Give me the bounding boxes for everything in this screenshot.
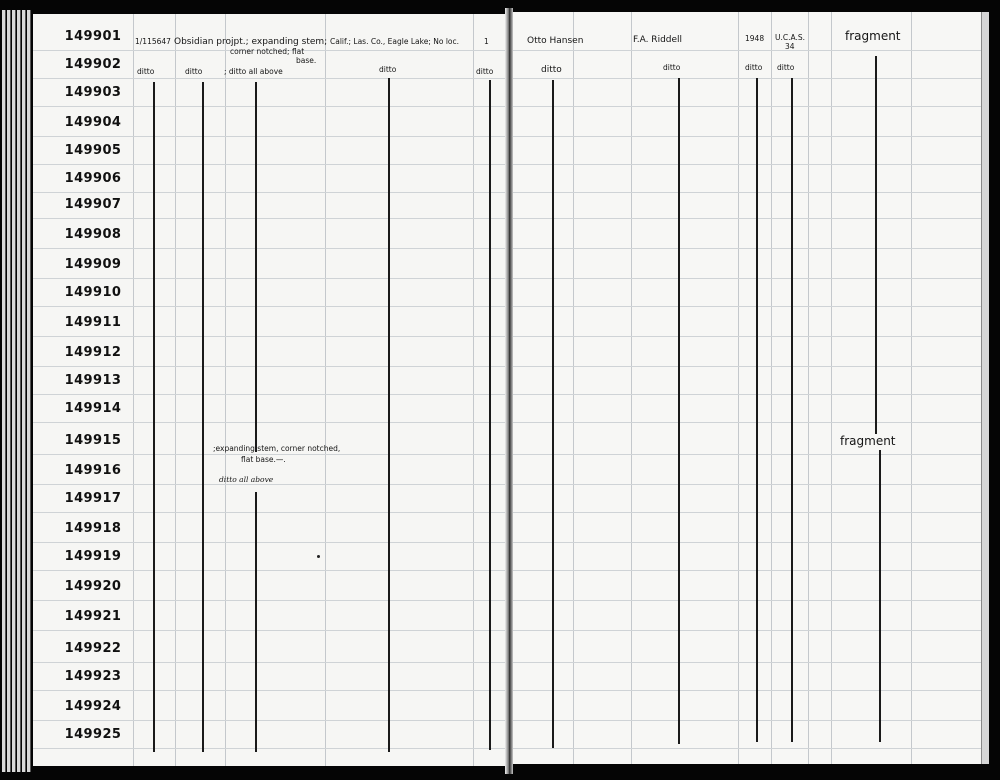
bleed-through-text	[898, 694, 968, 706]
bleed-through-text	[898, 666, 968, 678]
row-rule	[33, 164, 506, 165]
row-rule	[513, 136, 981, 137]
row-rule	[33, 306, 506, 307]
bleed-through-text	[898, 340, 968, 352]
row-rule	[33, 106, 506, 107]
page-edge	[12, 10, 16, 772]
column-rule	[175, 14, 176, 766]
row-note: ;expanding stem, corner notched,	[213, 444, 341, 453]
bleed-through-text	[898, 516, 968, 528]
catalog-number: 149913	[64, 373, 122, 388]
catalog-number: 149910	[64, 285, 122, 300]
bleed-through-text	[898, 370, 968, 382]
column-rule	[738, 12, 739, 764]
row-rule	[513, 336, 981, 337]
bleed-through-text	[898, 458, 968, 470]
row-rule	[513, 248, 981, 249]
bleed-through-text	[898, 574, 968, 586]
page-edge	[7, 10, 11, 772]
source-institution: U.C.A.S.	[775, 33, 806, 42]
ditto-locality: ditto	[379, 65, 397, 74]
row-rule	[513, 394, 981, 395]
bleed-through-text	[898, 426, 968, 438]
catalog-number: 149906	[64, 171, 122, 186]
source-number: 34	[785, 42, 795, 51]
row-rule	[33, 422, 506, 423]
ditto-source: ditto	[777, 63, 795, 72]
ditto-accession: ditto	[137, 67, 155, 76]
ditto-quantity: ditto	[476, 67, 494, 76]
catalog-number: 149923	[64, 669, 122, 684]
donor: F.A. Riddell	[633, 35, 683, 45]
catalog-number: 149922	[64, 641, 122, 656]
row-rule	[513, 164, 981, 165]
row-rule	[513, 542, 981, 543]
ditto-year: ditto	[745, 63, 763, 72]
catalog-number: 149911	[64, 315, 122, 330]
row-rule	[33, 248, 506, 249]
bleed-through-text	[898, 140, 968, 152]
bleed-through-text	[898, 252, 968, 264]
catalog-number: 149924	[64, 699, 122, 714]
catalog-number: 149904	[64, 115, 122, 130]
catalog-number: 149918	[64, 521, 122, 536]
object-description-cont: corner notched; flat	[230, 47, 305, 56]
ink-dot	[317, 555, 320, 558]
row-note: ditto all above	[219, 475, 274, 484]
ditto-line	[255, 82, 257, 452]
catalog-number: 149905	[64, 143, 122, 158]
ditto-line	[489, 80, 491, 750]
catalog-number: 149919	[64, 549, 122, 564]
bleed-through-text	[898, 724, 968, 736]
bleed-through-text	[898, 168, 968, 180]
right-ledger-page	[513, 12, 981, 764]
ditto-line	[153, 82, 155, 752]
column-rule	[225, 14, 226, 766]
row-rule	[33, 542, 506, 543]
column-rule	[808, 12, 809, 764]
catalog-number: 149921	[64, 609, 122, 624]
row-rule	[513, 720, 981, 721]
book-spine	[505, 8, 513, 774]
row-rule	[33, 394, 506, 395]
row-rule	[33, 690, 506, 691]
bleed-through-text	[898, 222, 968, 234]
catalog-number: 149920	[64, 579, 122, 594]
ditto-line	[879, 450, 881, 742]
ditto-line	[202, 82, 204, 752]
catalog-number: 149907	[64, 197, 122, 212]
row-rule	[513, 484, 981, 485]
bleed-through-text	[898, 546, 968, 558]
row-rule	[33, 662, 506, 663]
row-rule	[513, 78, 981, 79]
column-rule	[911, 12, 912, 764]
object-description-cont: base.	[296, 56, 317, 65]
column-rule	[473, 14, 474, 766]
column-rule	[133, 14, 134, 766]
row-rule	[33, 748, 506, 749]
row-rule	[33, 136, 506, 137]
row-rule	[33, 484, 506, 485]
row-rule	[513, 454, 981, 455]
bleed-through-text	[898, 604, 968, 616]
row-note: flat base.—.	[241, 455, 286, 464]
ditto-collector: ditto	[541, 65, 562, 75]
row-rule	[513, 690, 981, 691]
row-rule	[513, 50, 981, 51]
row-rule	[33, 278, 506, 279]
column-rule	[325, 14, 326, 766]
row-rule	[33, 570, 506, 571]
ditto-donor: ditto	[663, 63, 681, 72]
ditto-line	[678, 78, 680, 744]
row-rule	[33, 192, 506, 193]
catalog-number: 149902	[64, 57, 122, 72]
row-rule	[33, 720, 506, 721]
catalog-number: 149914	[64, 401, 122, 416]
ditto-object-a: ditto	[185, 67, 203, 76]
catalog-number: 149908	[64, 227, 122, 242]
left-ledger-page	[33, 14, 506, 766]
row-rule	[33, 336, 506, 337]
row-rule	[513, 630, 981, 631]
page-edge-right	[981, 12, 989, 764]
ditto-object-b: ; ditto all above	[224, 67, 283, 76]
page-edge	[27, 10, 31, 772]
quantity: 1	[484, 37, 489, 46]
ditto-line	[791, 78, 793, 742]
ditto-line	[388, 78, 390, 752]
catalog-number: 149915	[64, 433, 122, 448]
collector: Otto Hansen	[527, 36, 584, 46]
year: 1948	[745, 34, 765, 43]
row-rule	[513, 570, 981, 571]
row-rule	[513, 600, 981, 601]
row-rule	[513, 278, 981, 279]
bleed-through-text	[898, 634, 968, 646]
catalog-number: 149901	[64, 29, 122, 44]
row-rule	[33, 78, 506, 79]
page-edge	[2, 10, 6, 772]
bleed-through-text	[898, 54, 968, 66]
remark: fragment	[845, 29, 901, 43]
accession-number: 1/115647	[135, 37, 171, 46]
catalog-number: 149909	[64, 257, 122, 272]
row-rule	[513, 106, 981, 107]
object-description: Obsidian projpt.; expanding stem;	[174, 37, 328, 47]
page-edge	[22, 10, 26, 772]
column-rule	[573, 12, 574, 764]
bleed-through-text	[898, 196, 968, 208]
column-rule	[771, 12, 772, 764]
bleed-through-text	[898, 488, 968, 500]
row-rule	[513, 192, 981, 193]
catalog-number: 149903	[64, 85, 122, 100]
column-rule	[831, 12, 832, 764]
row-rule	[33, 512, 506, 513]
ditto-line	[875, 56, 877, 434]
catalog-number: 149916	[64, 463, 122, 478]
row-rule	[513, 662, 981, 663]
bleed-through-text	[898, 82, 968, 94]
row-rule	[33, 600, 506, 601]
locality: Calif.; Las. Co., Eagle Lake; No loc.	[330, 37, 460, 46]
row-rule	[513, 422, 981, 423]
catalog-number: 149925	[64, 727, 122, 742]
row-rule	[33, 366, 506, 367]
bleed-through-text	[898, 110, 968, 122]
bleed-through-text	[898, 282, 968, 294]
bleed-through-text	[898, 310, 968, 322]
row-rule	[33, 630, 506, 631]
remark: fragment	[840, 434, 896, 448]
row-rule	[513, 306, 981, 307]
row-rule	[513, 218, 981, 219]
row-rule	[513, 512, 981, 513]
bleed-through-text	[898, 398, 968, 410]
ditto-line	[255, 492, 257, 752]
page-edge	[17, 10, 21, 772]
ditto-line	[756, 78, 758, 742]
row-rule	[33, 218, 506, 219]
bleed-through-text	[898, 752, 968, 764]
row-rule	[513, 366, 981, 367]
ditto-line	[552, 80, 554, 748]
catalog-number: 149917	[64, 491, 122, 506]
catalog-number: 149912	[64, 345, 122, 360]
row-rule	[513, 748, 981, 749]
column-rule	[631, 12, 632, 764]
